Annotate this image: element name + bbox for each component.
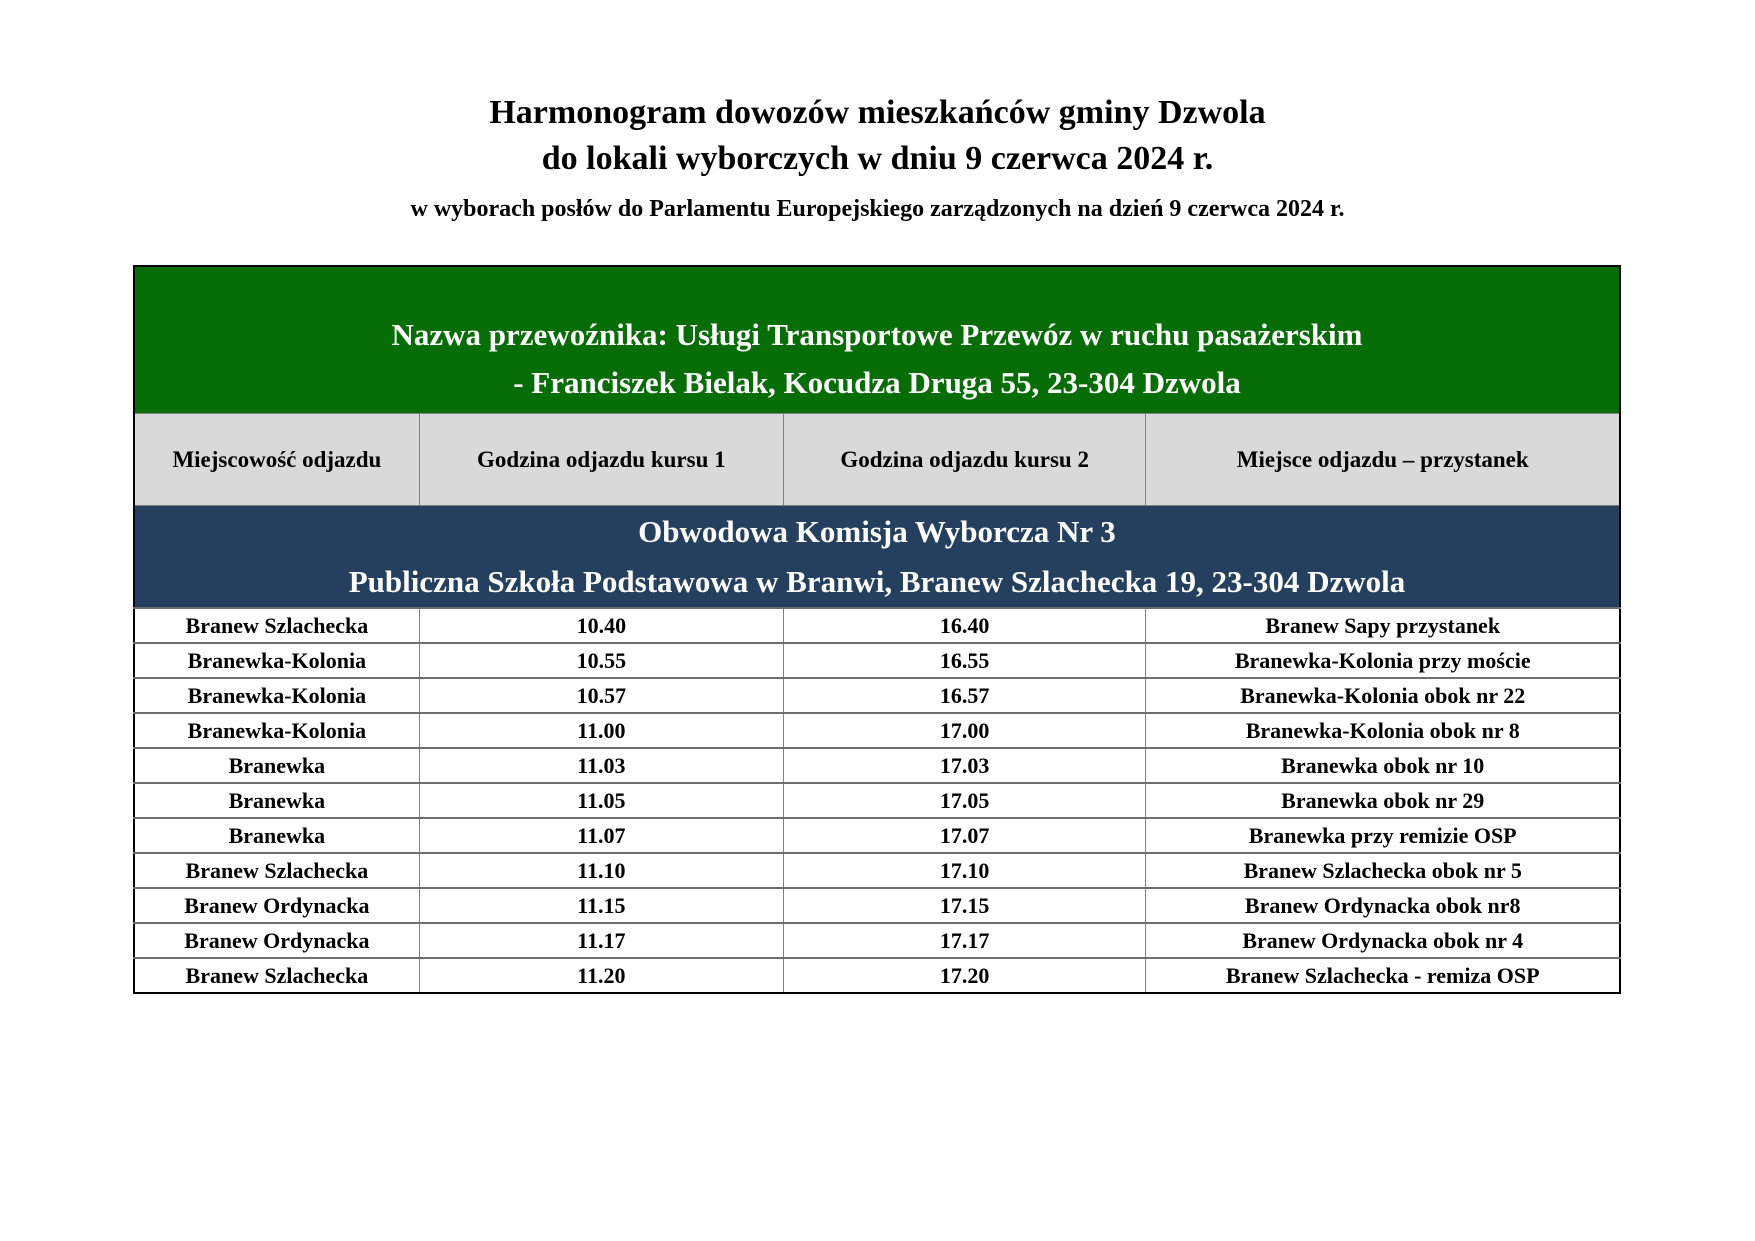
table-cell: Branew Ordynacka [134, 923, 419, 958]
table-cell: Branewka-Kolonia obok nr 8 [1146, 713, 1620, 748]
column-header-departure-stop: Miejsce odjazdu – przystanek [1146, 414, 1620, 506]
table-cell: 16.55 [783, 643, 1146, 678]
page-subtitle: w wyborach posłów do Parlamentu Europejskiego zarządzonych na dzień 9 czerwca 2024 r. [410, 196, 1345, 222]
table-cell: Branewka obok nr 10 [1146, 748, 1620, 783]
column-header-departure-place: Miejscowość odjazdu [134, 414, 419, 506]
table-cell: Branew Sapy przystanek [1146, 608, 1620, 643]
table-cell: 11.05 [419, 783, 783, 818]
table-cell: Branewka przy remizie OSP [1146, 818, 1620, 853]
table-cell: Branewka-Kolonia [134, 678, 419, 713]
table-cell: 10.57 [419, 678, 783, 713]
page-title [0, 90, 1755, 182]
carrier-banner-row [134, 266, 1620, 414]
table-cell: Branew Ordynacka [134, 888, 419, 923]
table-cell: Branewka obok nr 29 [1146, 783, 1620, 818]
table-cell: 17.20 [783, 958, 1146, 993]
table-cell: 11.00 [419, 713, 783, 748]
table-cell: Branewka-Kolonia obok nr 22 [1146, 678, 1620, 713]
table-row [134, 748, 1620, 783]
schedule-table [133, 265, 1621, 994]
table-cell: 17.15 [783, 888, 1146, 923]
table-cell: Branew Szlachecka [134, 853, 419, 888]
table-row [134, 643, 1620, 678]
table-cell: Branewka-Kolonia [134, 713, 419, 748]
commission-banner-row [134, 506, 1620, 609]
table-cell: Branew Szlachecka [134, 958, 419, 993]
table-cell: 17.07 [783, 818, 1146, 853]
table-cell: 16.57 [783, 678, 1146, 713]
table-cell: Branewka [134, 748, 419, 783]
table-row [134, 608, 1620, 643]
table-cell: 17.05 [783, 783, 1146, 818]
table-row [134, 923, 1620, 958]
column-header-row [134, 414, 1620, 506]
table-cell: Branew Szlachecka obok nr 5 [1146, 853, 1620, 888]
table-cell: Branew Ordynacka obok nr 4 [1146, 923, 1620, 958]
table-row [134, 783, 1620, 818]
title-line-1: Harmonogram dowozów mieszkańców gminy Dzwola [489, 94, 1266, 131]
table-row [134, 818, 1620, 853]
column-header-departure-time-2: Godzina odjazdu kursu 2 [783, 414, 1146, 506]
table-cell: 11.15 [419, 888, 783, 923]
table-cell: Branewka-Kolonia przy moście [1146, 643, 1620, 678]
table-cell: Branewka [134, 818, 419, 853]
table-row [134, 888, 1620, 923]
carrier-banner [134, 266, 1620, 414]
table-cell: 10.40 [419, 608, 783, 643]
table-cell: Branew Szlachecka - remiza OSP [1146, 958, 1620, 993]
table-cell: 11.07 [419, 818, 783, 853]
schedule-rows [134, 608, 1620, 993]
table-cell: Branew Szlachecka [134, 608, 419, 643]
table-row [134, 853, 1620, 888]
commission-line-1: Obwodowa Komisja Wyborcza Nr 3 [638, 513, 1116, 549]
table-cell: 17.03 [783, 748, 1146, 783]
commission-line-2: Publiczna Szkoła Podstawowa w Branwi, Branew Szlachecka 19, 23-304 Dzwola [348, 563, 1406, 599]
table-row [134, 958, 1620, 993]
table-cell: 16.40 [783, 608, 1146, 643]
table-cell: 11.03 [419, 748, 783, 783]
column-header-departure-time-1: Godzina odjazdu kursu 1 [419, 414, 783, 506]
table-cell: 17.10 [783, 853, 1146, 888]
table-cell: 17.17 [783, 923, 1146, 958]
table-cell: 11.10 [419, 853, 783, 888]
title-line-2: do lokali wyborczych w dniu 9 czerwca 2024 r. [541, 140, 1214, 177]
table-cell: 10.55 [419, 643, 783, 678]
table-cell: 11.17 [419, 923, 783, 958]
table-cell: 11.20 [419, 958, 783, 993]
carrier-line-1: Nazwa przewoźnika: Usługi Transportowe Przewóz w ruchu pasażerskim [391, 317, 1363, 352]
carrier-line-2: - Franciszek Bielak, Kocudza Druga 55, 23-304 Dzwola [513, 365, 1241, 400]
table-cell: Branewka-Kolonia [134, 643, 419, 678]
table-cell: 17.00 [783, 713, 1146, 748]
table-cell: Branew Ordynacka obok nr8 [1146, 888, 1620, 923]
table-cell: Branewka [134, 783, 419, 818]
table-row [134, 713, 1620, 748]
commission-banner [134, 506, 1620, 609]
table-row [134, 678, 1620, 713]
